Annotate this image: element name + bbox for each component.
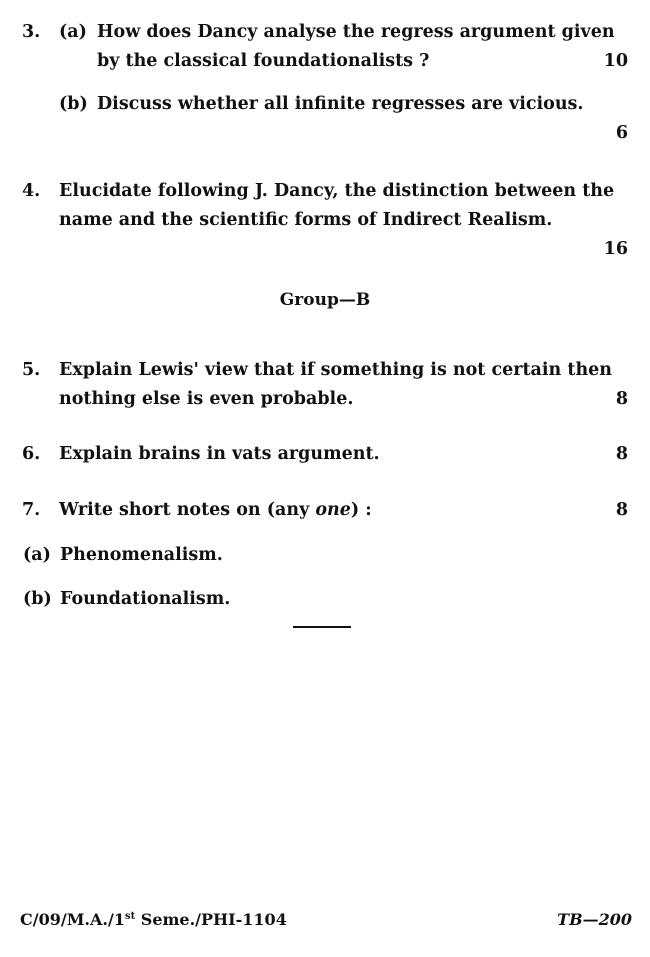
part-label: (b) [59, 94, 88, 114]
part-text: Foundationalism. [60, 589, 231, 609]
question-number: 4. [22, 181, 41, 201]
question-number: 6. [22, 444, 41, 464]
marks: 6 [615, 123, 628, 143]
question-line: Write short notes on (any one) : [59, 500, 372, 520]
end-rule [293, 626, 351, 628]
marks: 8 [615, 389, 628, 409]
question-line: name and the scientific forms of Indirect Realism. [59, 210, 553, 230]
question-5 [22, 356, 628, 414]
question-line: Explain Lewis' view that if something is not certain then [59, 360, 613, 380]
group-heading: Group—B [279, 290, 371, 310]
question-number: 3. [22, 22, 41, 42]
question-4 [22, 177, 628, 264]
question-line: nothing else is even probable. [59, 389, 354, 409]
marks: 8 [615, 444, 628, 464]
question-line: How does Dancy analyse the regress argument given [97, 22, 615, 42]
paper-code: C/09/M.A./1st Seme./PHI-1104 [20, 910, 287, 929]
question-3 [22, 18, 628, 148]
question-line: Discuss whether all infinite regresses are vicious. [97, 94, 584, 114]
question-number: 7. [22, 500, 41, 520]
marks: 10 [603, 51, 628, 71]
question-number: 5. [22, 360, 41, 380]
booklet-code: TB—200 [557, 910, 632, 929]
question-7b [23, 585, 628, 614]
question-7a [23, 541, 628, 570]
footer [20, 910, 632, 929]
question-line: by the classical foundationalists ? [97, 51, 430, 71]
question-3b [59, 90, 628, 148]
question-line: Elucidate following J. Dancy, the distinction between the [59, 181, 615, 201]
marks: 16 [603, 239, 628, 259]
part-label: (b) [23, 589, 52, 609]
question-line: Explain brains in vats argument. [59, 444, 380, 464]
question-3a [59, 18, 628, 76]
part-label: (a) [59, 22, 87, 42]
question-6 [22, 440, 628, 469]
part-text: Phenomenalism. [60, 545, 223, 565]
marks: 8 [615, 500, 628, 520]
question-7 [22, 496, 628, 614]
part-label: (a) [23, 545, 51, 565]
